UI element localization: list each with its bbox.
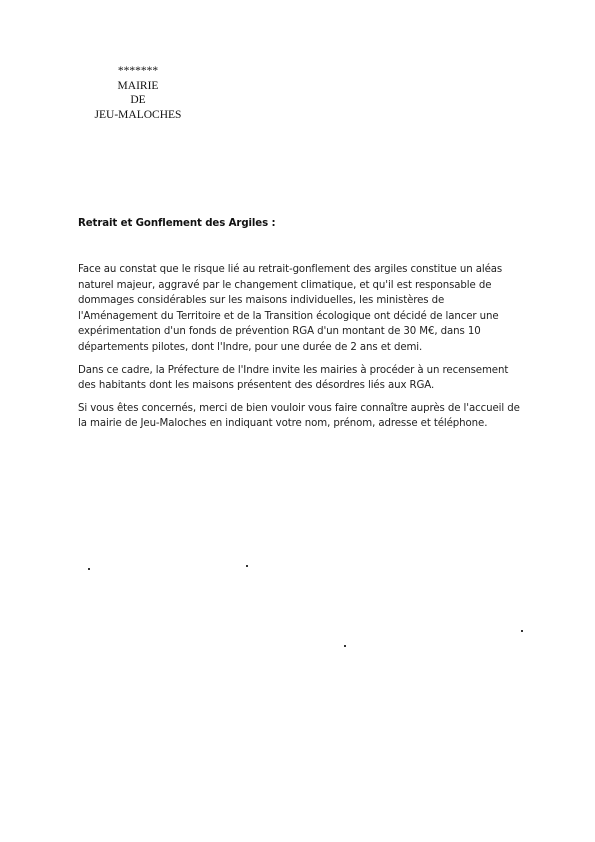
scan-speck [88,568,90,570]
letterhead-stars: ******* [117,65,159,77]
letterhead-town: JEU-MALOCHES [94,108,182,121]
scan-speck [521,630,523,632]
letterhead-de: DE [130,94,146,106]
document-title: Retrait et Gonflement des Argiles : [78,218,276,229]
scan-speck [246,565,248,567]
letterhead-mairie: MAIRIE [117,79,159,92]
scan-speck [344,645,346,647]
paragraph: Dans ce cadre, la Préfecture de l'Indre invite les mairies à procéder à un recensement des habitants dont les maisons présentent des désordres liés aux RGA. [78,364,509,392]
paragraph: Face au constat que le risque lié au retrait-gonflement des argiles constitue un aléas naturel majeur, aggravé par le changement climatique, et qu'il est responsable de dommages considérables sur les maisons individuelles, les ministères de l'Aménagement du Territoire et de la Transition écologique ont décidé de lancer une expérimentation d'un fonds de prévention RGA d'un montant de 30 M€, dans 10 départements pilotes, dont l'Indre, pour une durée de 2 ans et demi. [78,264,503,353]
document-body [78,262,526,439]
letterhead [78,64,198,122]
paragraph: Si vous êtes concernés, merci de bien vouloir vous faire connaître auprès de l'accueil de la mairie de Jeu-Maloches en indiquant votre nom, prénom, adresse et téléphone. [78,402,520,430]
